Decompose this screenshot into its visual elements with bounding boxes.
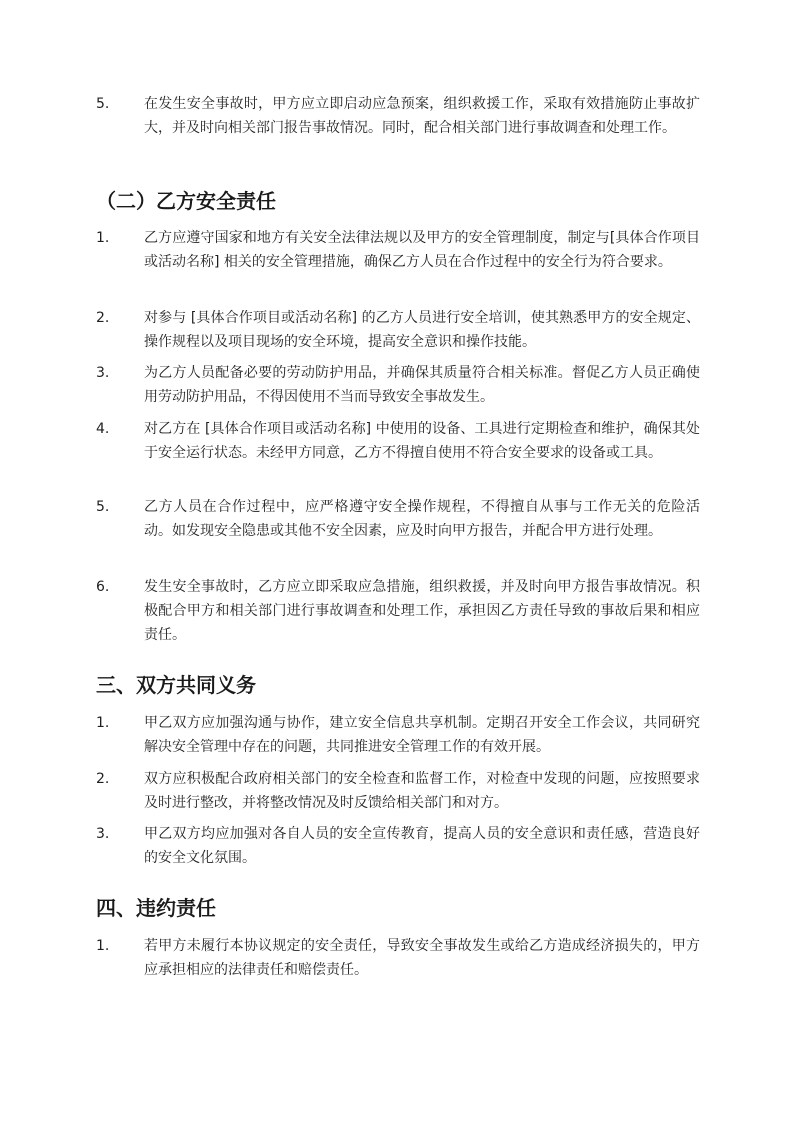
list-item-text: 双方应积极配合政府相关部门的安全检查和监督工作，对检查中发现的问题，应按照要求及时进行整改，并将整改情况及时反馈给相关部门和对方。 — [144, 771, 700, 811]
list-item-text: 对参与 [具体合作项目或活动名称] 的乙方人员进行安全培训，使其熟悉甲方的安全规定、操作规程以及项目现场的安全环境，提高安全意识和操作技能。 — [144, 310, 700, 350]
list-item-text: 为乙方人员配备必要的劳动防护用品，并确保其质量符合相关标准。督促乙方人员正确使用劳动防护用品，不得因使用不当而导致安全事故发生。 — [144, 365, 700, 405]
list-item-number: 5. — [96, 499, 110, 515]
list-item-number: 2. — [96, 310, 110, 326]
list-item-number: 3. — [96, 365, 110, 381]
list-item-number: 4. — [96, 421, 110, 437]
list-item-text: 甲乙双方应加强沟通与协作，建立安全信息共享机制。定期召开安全工作会议，共同研究解决安全管理中存在的问题，共同推进安全管理工作的有效开展。 — [144, 715, 700, 755]
list-item-text: 乙方应遵守国家和地方有关安全法律法规以及甲方的安全管理制度，制定与[具体合作项目或活动名称] 相关的安全管理措施，确保乙方人员在合作过程中的安全行为符合要求。 — [144, 230, 700, 270]
list-item-number: 3. — [96, 826, 110, 842]
list-item-text: 在发生安全事故时，甲方应立即启动应急预案，组织救援工作，采取有效措施防止事故扩大，并及时向相关部门报告事故情况。同时，配合相关部门进行事故调查和处理工作。 — [144, 96, 700, 136]
list-item-number: 6. — [96, 579, 110, 595]
list-item-number: 5. — [96, 96, 110, 112]
list-item-number: 2. — [96, 771, 110, 787]
list-item-text: 乙方人员在合作过程中，应严格遵守安全操作规程，不得擅自从事与工作无关的危险活动。如发现安全隐患或其他不安全因素，应及时向甲方报告，并配合甲方进行处理。 — [144, 499, 700, 539]
section-heading-mutual-obligations: 三、双方共同义务 — [96, 673, 256, 697]
list-item-number: 1. — [96, 715, 110, 731]
list-item-text: 对乙方在 [具体合作项目或活动名称] 中使用的设备、工具进行定期检查和维护，确保其处于安全运行状态。未经甲方同意，乙方不得擅自使用不符合安全要求的设备或工具。 — [144, 421, 700, 461]
list-item-number: 1. — [96, 938, 110, 954]
section-heading-liability: 四、违约责任 — [96, 896, 216, 920]
list-item-text: 甲乙双方均应加强对各自人员的安全宣传教育，提高人员的安全意识和责任感，营造良好的安全文化氛围。 — [144, 826, 700, 866]
section-heading-party-b: （二）乙方安全责任 — [96, 189, 276, 213]
list-item-number: 1. — [96, 230, 110, 246]
list-item-text: 若甲方未履行本协议规定的安全责任，导致安全事故发生或给乙方造成经济损失的，甲方应承担相应的法律责任和赔偿责任。 — [144, 938, 700, 978]
list-item-text: 发生安全事故时，乙方应立即采取应急措施，组织救援，并及时向甲方报告事故情况。积极配合甲方和相关部门进行事故调查和处理工作，承担因乙方责任导致的事故后果和相应责任。 — [144, 579, 700, 643]
